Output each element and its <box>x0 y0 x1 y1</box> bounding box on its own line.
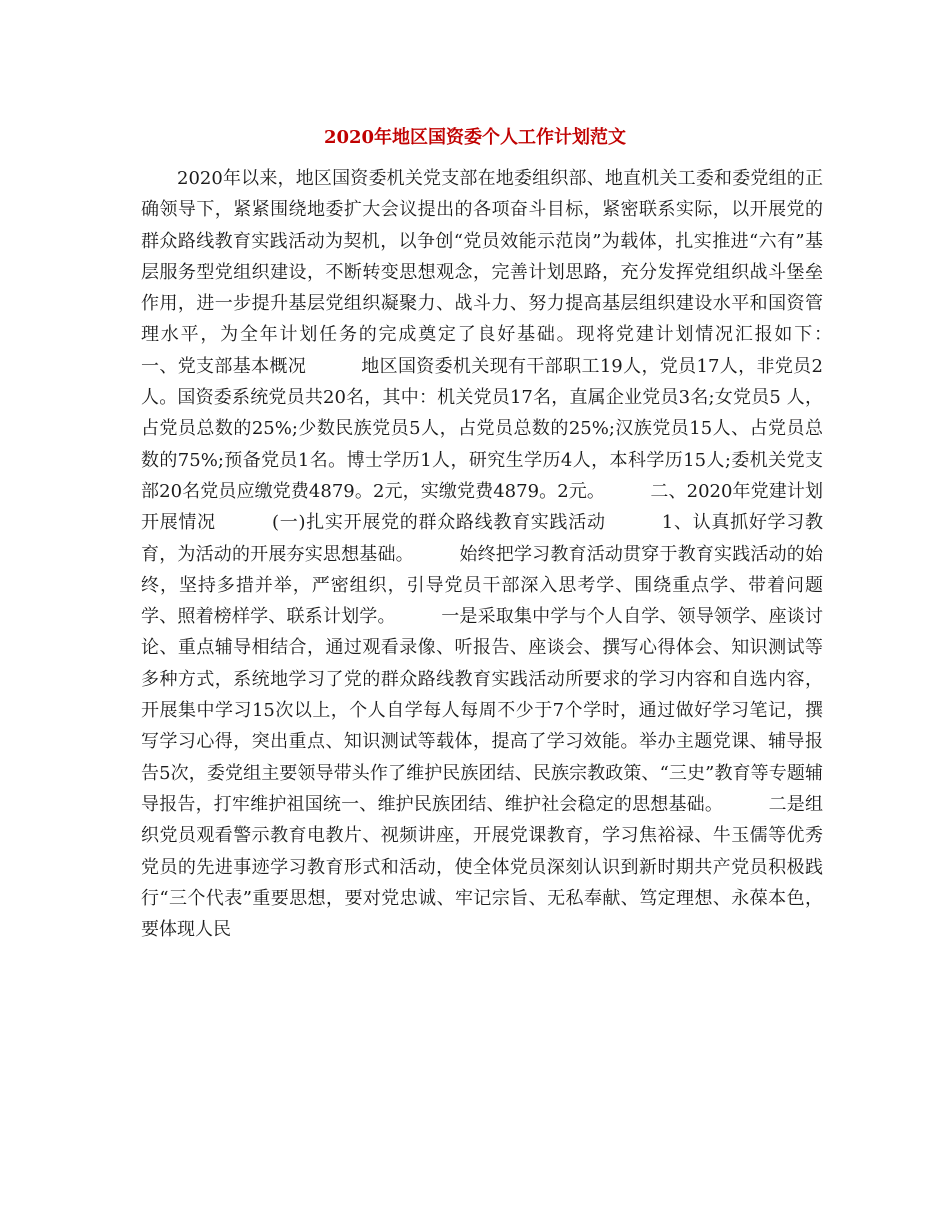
document-title: 2020年地区国资委个人工作计划范文 <box>323 127 627 148</box>
document-body: 2020年以来，地区国资委机关党支部在地委组织部、地直机关工委和委党组的正确领导下，紧紧围绕地委扩大会议提出的各项奋斗目标，紧密联系实际，以开展党的群众路线教育实践活动为契机，以争创“党员效能示范岗”为载体，扎实推进“六有”基层服务型党组织建设，不断转变思想观念，完善计划思路，充分发挥党组织战斗堡垒作用，进一步提升基层党组织凝聚力、战斗力、努力提高基层组织建设水平和国资管理水平，为全年计划任务的完成奠定了良好基础。现将党建计划情况汇报如下： 一、党支部基本概况 地区国资委机关现有干部职工19人，党员17人，非党员2人。国资委系统党员共20名，其中：机关党员17名，直属企业党员3名;女党员5 人，占党员总数的25%;少数民族党员5人，占党员总数的25%;汉族党员15人、占党员总数的75%;预备党员1名。博士学历1人，研究生学历4人，本科学历15人;委机关党支部20名党员应缴党费4879。2元，实缴党费4879。2元。 二、2020年党建计划开展情况 (一)扎实开展党的群众路线教育实践活动 1、认真抓好学习教育，为活动的开展夯实思想基础。 始终把学习教育活动贯穿于教育实践活动的始终，坚持多措并举，严密组织，引导党员干部深入思考学、围绕重点学、带着问题学、照着榜样学、联系计划学。 一是采取集中学与个人自学、领导领学、座谈讨论、重点辅导相结合，通过观看录像、听报告、座谈会、撰写心得体会、知识测试等多种方式，系统地学习了党的群众路线教育实践活动所要求的学习内容和自选内容，开展集中学习15次以上，个人自学每人每周不少于7个学时，通过做好学习笔记，撰写学习心得，突出重点、知识测试等载体，提高了学习效能。举办主题党课、辅导报告5次，委党组主要领导带头作了维护民族团结、民族宗教政策、“三史”教育等专题辅导报告，打牢维护祖国统一、维护民族团结、维护社会稳定的思想基础。 二是组织党员观看警示教育电教片、视频讲座，开展党课教育，学习焦裕禄、牛玉儒等优秀党员的先进事迹学习教育形式和活动，使全体党员深刻认识到新时期共产党员积极践行“三个代表”重要思想，要对党忠诚、牢记宗旨、无私奉献、笃定理想、永葆本色，要体现人民 <box>141 168 877 941</box>
